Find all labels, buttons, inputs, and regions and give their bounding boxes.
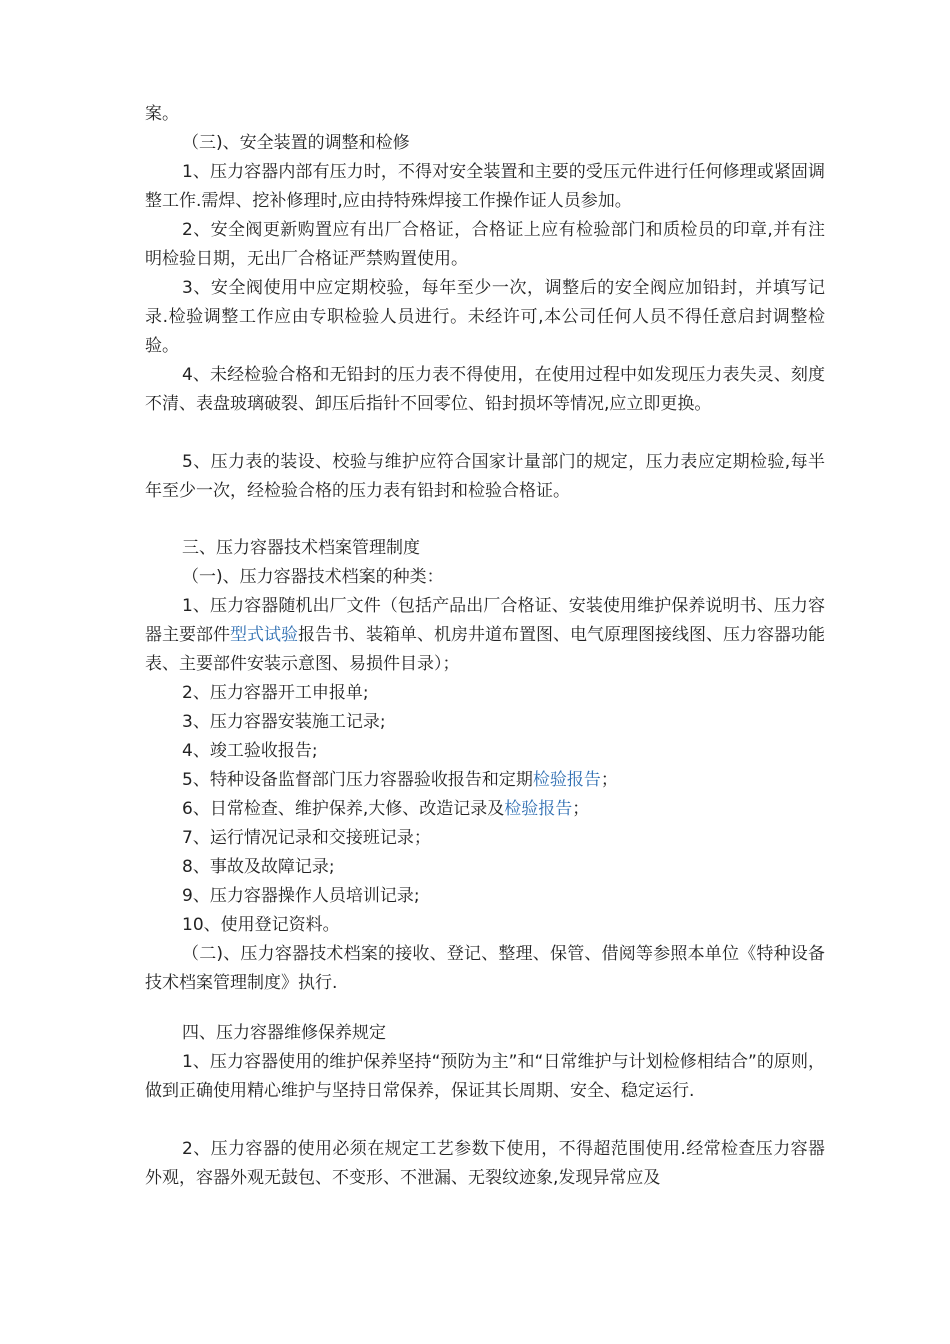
paragraph-archive-item-10: 10、使用登记资料。	[182, 915, 340, 935]
paragraph-item-4: 4、未经检验合格和无铅封的压力表不得使用，在使用过程中如发现压力表失灵、刻度不清、表盘玻璃破裂、卸压后指针不回零位、铅封损坏等情况,应立即更换。	[145, 365, 825, 414]
paragraph-continuation: 案。	[145, 104, 179, 124]
paragraph-text: 报告书、装箱单、机房井道布置图、电气原理图接线图、压力容器功能表、主要部件安装示意图、易损件目录）；	[145, 625, 825, 674]
paragraph-archive-item-9: 9、压力容器操作人员培训记录;	[182, 886, 420, 906]
paragraph-item-1: 1、压力容器内部有压力时，不得对安全装置和主要的受压元件进行任何修理或紧固调整工作.需焊、挖补修理时,应由持特殊焊接工作操作证人员参加。	[145, 162, 825, 211]
paragraph-text: 1、压力容器随机出厂文件（包括产品出厂合格证、安装使用维护保养说明书、压力容器主要部件	[145, 596, 825, 645]
paragraph-archive-item-2: 2、压力容器开工申报单;	[182, 683, 369, 703]
paragraph-item-2: 2、安全阀更新购置应有出厂合格证，合格证上应有检验部门和质检员的印章,并有注明检验日期，无出厂合格证严禁购置使用。	[145, 220, 825, 269]
type-test-link[interactable]: 型式试验	[230, 625, 298, 645]
paragraph-archive-item-5	[145, 766, 825, 795]
section-heading-maintenance: 四、压力容器维修保养规定	[182, 1023, 386, 1043]
paragraph-archive-item-3: 3、压力容器安装施工记录;	[182, 712, 386, 732]
paragraph-archive-item-4: 4、竣工验收报告;	[182, 741, 318, 761]
paragraph-item-5: 5、压力表的装设、校验与维护应符合国家计量部门的规定，压力表应定期检验,每半年至少一次，经检验合格的压力表有铅封和检验合格证。	[145, 452, 825, 501]
paragraph-text: ；	[600, 770, 618, 790]
inspection-report-link[interactable]: 检验报告	[532, 770, 601, 790]
paragraph-text: 6、日常检查、维护保养,大修、改造记录及	[182, 799, 505, 819]
subsection-heading-safety-devices: （三)、安全装置的调整和检修	[182, 133, 410, 153]
paragraph-archive-item-6	[145, 795, 825, 824]
paragraph-archive-handling: （二)、压力容器技术档案的接收、登记、整理、保管、借阅等参照本单位《特种设备技术档案管理制度》执行.	[145, 944, 825, 993]
paragraph-maintenance-1: 1、压力容器使用的维护保养坚持“预防为主”和“日常维护与计划检修相结合”的原则，做到正确使用精心维护与坚持日常保养，保证其长周期、安全、稳定运行.	[145, 1052, 825, 1101]
paragraph-archive-item-7: 7、运行情况记录和交接班记录；	[182, 828, 431, 848]
subsection-heading-archive-types: （一)、压力容器技术档案的种类：	[182, 567, 444, 587]
paragraph-item-3: 3、安全阀使用中应定期校验，每年至少一次，调整后的安全阀应加铅封，并填写记录.检验调整工作应由专职检验人员进行。未经许可,本公司任何人员不得任意启封调整检验。	[145, 278, 825, 356]
section-heading-technical-archives: 三、压力容器技术档案管理制度	[182, 538, 420, 558]
paragraph-maintenance-2: 2、压力容器的使用必须在规定工艺参数下使用，不得超范围使用.经常检查压力容器外观，容器外观无鼓包、不变形、不泄漏、无裂纹迹象,发现异常应及	[145, 1139, 825, 1188]
paragraph-text: 5、特种设备监督部门压力容器验收报告和定期	[182, 770, 533, 790]
paragraph-archive-item-1	[145, 592, 825, 679]
paragraph-text: ；	[572, 799, 590, 819]
inspection-report-link[interactable]: 检验报告	[504, 799, 573, 819]
paragraph-archive-item-8: 8、事故及故障记录;	[182, 857, 335, 877]
